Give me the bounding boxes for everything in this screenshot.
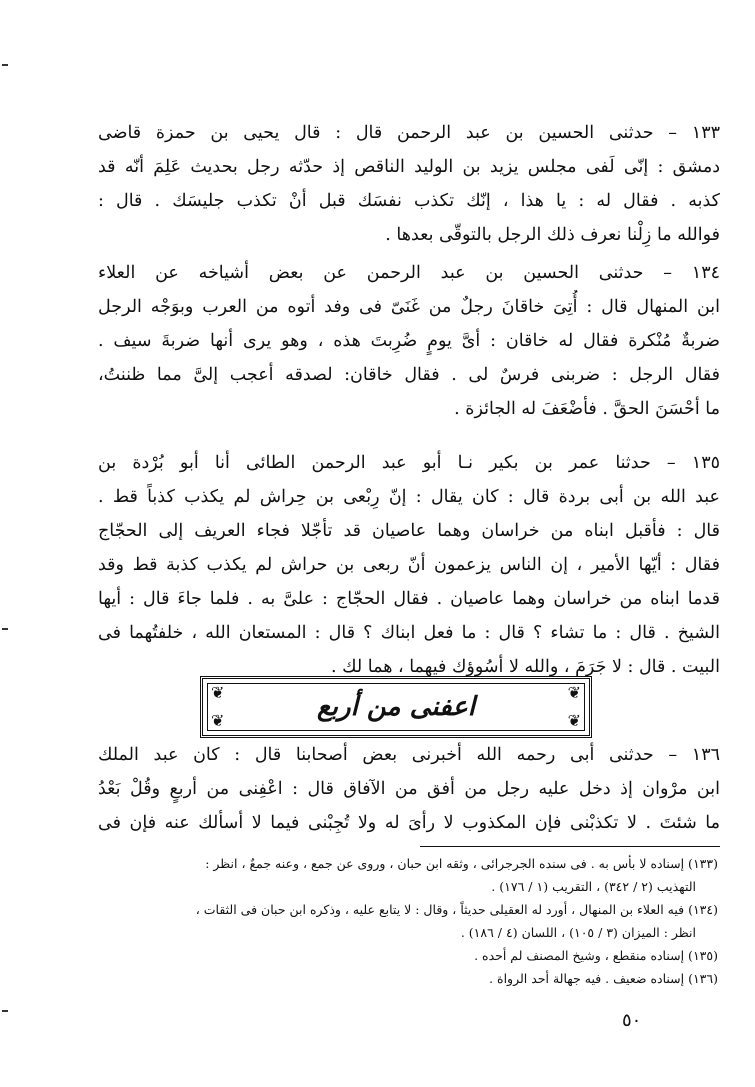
text-line: دمشق : إنّى لَفى مجلس يزيد بن الوليد الناقص إذ حدّثه رجل بحديث عَلِمَ أنّه قد: [98, 157, 720, 177]
text-line: ١٣٣ – حدثنى الحسين بن عبد الرحمن قال : قال يحيى بن حمزة قاضى: [98, 123, 720, 143]
text-line: فقال : أيّها الأمير ، إن الناس يزعمون أنّ ربعى بن حراش لم يكذب كذبة قط وقد: [98, 555, 720, 575]
text-line: ١٣٥ – حدثنا عمر بن بكير نـا أبو عبد الرحمن الطائى أنا أبو بُرْدة بن: [98, 453, 720, 473]
text-line: ابن المنهال قال : أُتِىَ خاقانَ رجلٌ من غَنَىّ فى وفد أتوه من العرب وبوَجْه الرجل: [98, 297, 720, 317]
hadith-135: [98, 446, 720, 684]
ornament-icon: ❦: [211, 683, 225, 702]
ornament-icon: ❦: [567, 683, 581, 702]
text-line: كذبه . فقال له : يا هذا ، إنّك تكذب نفسَك قبل أنْ تكذب جليسَك . قال :: [98, 191, 720, 211]
text-line: ١٣٤ – حدثنى الحسين بن عبد الرحمن عن بعض أشياخه عن العلاء: [98, 263, 720, 283]
text-line: ضربةٌ مُنْكرة فقال له خاقان : أىَّ يومٍ ضُرِبتَ هذه ، وهو يرى أنها ضربةَ سيف .: [98, 331, 720, 351]
margin-mark: [2, 64, 8, 66]
section-heading-frame: [200, 676, 592, 738]
text-line: ١٣٦ – حدثنى أبى رحمه الله أخبرنى بعض أصحابنا قال : كان عبد الملك: [98, 745, 720, 765]
ornament-icon: ❦: [211, 711, 225, 730]
footnote: (١٣٤) فيه العلاء بن المنهال ، أورد له العقيلى حديثاً ، وقال : لا يتابع عليه ، وذكره ابن حبان فى الثقات ،: [195, 902, 718, 917]
hadith-136: [98, 738, 720, 840]
footnote: (١٣٥) إسناده منقطع ، وشيخ المصنف لم أحده .: [474, 948, 718, 963]
text-line: ابن مرْوان إذ دخل عليه رجل من أفق من الآفاق قال : اعْفِنى من أربعٍ وقُلْ بَعْدُ: [98, 779, 720, 799]
margin-mark: [2, 1010, 8, 1012]
footnote: (١٣٦) إسناده ضعيف . فيه جهالة أحد الرواة .: [489, 971, 718, 986]
text-line: قدما ابناه من خراسان وهما عاصيان . فقال الحجّاج : علىَّ به . فلما جاءَ قال : أيها: [98, 589, 720, 609]
text-line: قال : فأقبل ابناه من خراسان وهما عاصيان قد تأجّلا فجاء العريف إلى الحجّاج: [98, 521, 720, 541]
text-line: الشيخ . قال : ما تشاء ؟ قال : ما فعل ابناك ؟ قال : المستعان الله ، خلفتُهما فى: [98, 623, 720, 643]
text-line: عبد الله بن أبى بردة قال : كان يقال : إنّ رِبْعى بن حِراش لم يكذب كذباً قط .: [98, 487, 720, 507]
footnote: التهذيب (٢ / ٣٤٢) ، التقريب (١ / ١٧٦) .: [491, 879, 696, 894]
section-heading: اعفنى من أربع: [316, 692, 476, 722]
footnote-divider: [420, 846, 720, 847]
margin-mark: [2, 628, 8, 630]
text-line: فوالله ما زِلْنا نعرف ذلك الرجل بالتوقّى بعدها .: [385, 225, 720, 245]
ornament-icon: ❦: [567, 711, 581, 730]
footnote: انظر : الميزان (٣ / ١٠٥) ، اللسان (٤ / ١٨٦) .: [460, 925, 696, 940]
footnote: (١٣٣) إسناده لا بأس به . فى سنده الجرجرائى ، وثقه ابن حبان ، وروى عن جمع ، وعنه جمعٌ ، انظر :: [205, 856, 718, 871]
text-line: ما أحْسَنَ الحقَّ . فأضْعَفَ له الجائزة .: [454, 399, 720, 419]
text-line: ما شئتَ . لا تكذبْنى فإن المكذوب لا رأىَ له ولا تُجِبْنى فيما لا أسألك عنه فإن فى: [98, 813, 720, 833]
page-number: ٥٠: [622, 1010, 642, 1031]
footnotes: [98, 852, 718, 990]
hadith-133: [98, 116, 720, 252]
text-line: فقال الرجل : ضربنى فرسٌ لى . فقال خاقان: لصدقه أعجب إلىَّ مما ظننتُ،: [98, 365, 720, 385]
hadith-134: [98, 256, 720, 426]
text-line: البيت . قال : لا جَرَمَ ، والله لا أسُوؤك فيهما ، هما لك .: [331, 657, 720, 677]
